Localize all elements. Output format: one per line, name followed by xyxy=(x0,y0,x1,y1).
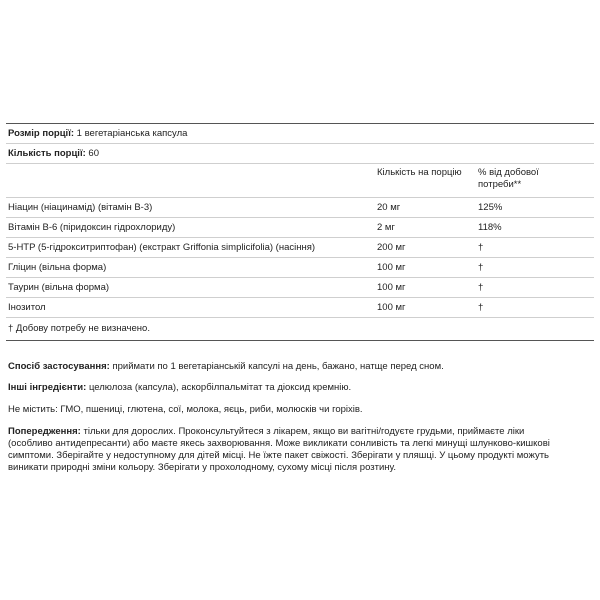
daily-value-header: % від добової потреби** xyxy=(478,167,539,190)
other-ingredients xyxy=(8,382,594,394)
table-row xyxy=(6,218,594,237)
nutrient-name: 5-HTP (5-гідрокситриптофан) (екстракт Griffonia simplicifolia) (насіння) xyxy=(8,242,316,253)
nutrient-daily-value: † xyxy=(478,282,484,293)
table-row xyxy=(6,278,594,297)
serving-size-value: 1 вегетаріанська капсула xyxy=(74,128,188,139)
table-row xyxy=(6,298,594,317)
bottom-rule xyxy=(6,340,594,341)
nutrient-daily-value: 125% xyxy=(478,202,503,213)
table-header xyxy=(6,164,594,197)
amount-per-serving-header: Кількість на порцію xyxy=(377,167,462,178)
nutrient-rows xyxy=(6,198,594,318)
nutrient-name: Таурин (вільна форма) xyxy=(8,282,110,293)
nutrient-name: Вітамін B-6 (піридоксин гідрохлориду) xyxy=(8,222,176,233)
usage-text: приймати по 1 вегетаріанській капсулі на день, бажано, натще перед сном. xyxy=(109,361,444,372)
nutrient-amount: 2 мг xyxy=(377,222,395,233)
supplement-facts-panel xyxy=(6,123,594,341)
nutrient-amount: 20 мг xyxy=(377,202,401,213)
warning-line: виникати природні зміни кольору. Зберігати у прохолодному, сухому місці після розтину. xyxy=(8,462,396,473)
servings-per-container-label: Кількість порції: xyxy=(8,148,86,159)
warning-line xyxy=(8,426,594,438)
nutrient-daily-value: † xyxy=(478,302,484,313)
warning-line: симптоми. Зберігайте у недоступному для дітей місці. Не їжте пакет свіжості. Зберігати у пляшці. У цьому продукті можуть xyxy=(8,450,549,461)
table-row xyxy=(6,198,594,217)
table-row xyxy=(6,258,594,277)
nutrient-amount: 100 мг xyxy=(377,282,406,293)
serving-size-label: Розмір порції: xyxy=(8,128,75,139)
warning-label: Попередження: xyxy=(8,426,81,437)
nutrient-daily-value: 118% xyxy=(478,222,502,233)
other-ingredients-text: целюлоза (капсула), аскорбілпальмітат та діоксид кремнію. xyxy=(86,382,352,393)
table-row xyxy=(6,238,594,257)
nutrient-daily-value: † xyxy=(478,242,484,253)
warning-line: (особливо антидепресанти) або маєте якесь захворювання. Може викликати сонливість та легкі минущі шлунково-кишкові xyxy=(8,438,550,449)
nutrient-name: Інозитол xyxy=(8,302,46,313)
nutrient-amount: 100 мг xyxy=(377,302,406,313)
servings-per-container-row xyxy=(6,144,594,163)
usage-label: Спосіб застосування: xyxy=(8,361,110,372)
servings-per-container-value: 60 xyxy=(85,148,99,159)
warning-statement xyxy=(8,426,594,474)
other-ingredients-label: Інші інгредієнти: xyxy=(8,382,87,393)
nutrient-amount: 200 мг xyxy=(377,242,406,253)
warning-text: тільки для дорослих. Проконсультуйтеся з лікарем, якщо ви вагітні/годуєте грудьми, приймаєте ліки xyxy=(80,426,525,437)
nutrient-name: Гліцин (вільна форма) xyxy=(8,262,107,273)
free-of-statement: Не містить: ГМО, пшениці, глютена, сої, молока, яєць, риби, молюсків чи горіхів. xyxy=(8,404,363,415)
nutrient-name: Ніацин (ніацинамід) (вітамін B-3) xyxy=(8,202,153,213)
usage-instructions xyxy=(8,361,594,373)
daily-value-footnote: † Добову потребу не визначено. xyxy=(8,323,150,334)
serving-size-row xyxy=(6,124,594,143)
nutrient-daily-value: † xyxy=(478,262,484,273)
nutrient-amount: 100 мг xyxy=(377,262,406,273)
